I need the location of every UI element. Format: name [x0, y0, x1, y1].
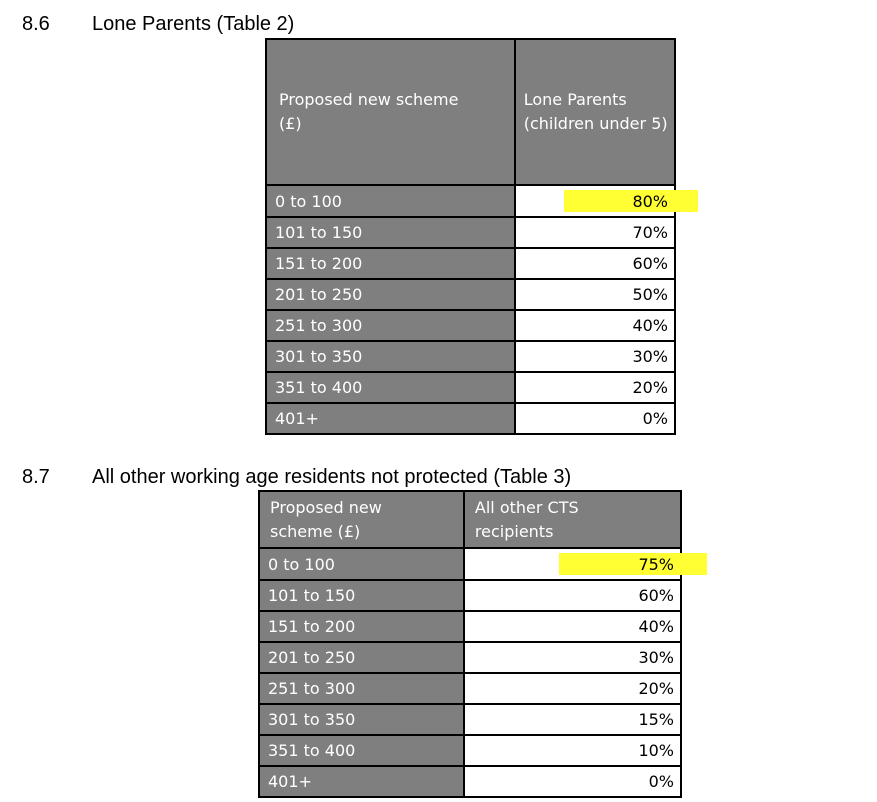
table-row	[259, 548, 681, 580]
table-row	[266, 248, 675, 279]
band-cell: 401+	[259, 766, 464, 797]
band-cell: 0 to 100	[259, 548, 464, 580]
table-row	[266, 341, 675, 372]
section-title: All other working age residents not protected (Table 3)	[92, 466, 572, 488]
band-cell: 251 to 300	[266, 310, 515, 341]
band-cell: 351 to 400	[259, 735, 464, 766]
value-cell	[464, 548, 681, 580]
other-recipients-table	[258, 490, 682, 798]
band-cell: 151 to 200	[266, 248, 515, 279]
value-cell: 60%	[464, 580, 681, 611]
header-other-cts: All other CTS recipients	[464, 491, 681, 548]
band-cell: 351 to 400	[266, 372, 515, 403]
value-cell: 40%	[515, 310, 675, 341]
band-cell: 401+	[266, 403, 515, 434]
section-title: Lone Parents (Table 2)	[92, 13, 295, 35]
value-cell: 30%	[464, 642, 681, 673]
value-cell: 30%	[515, 341, 675, 372]
value-cell: 70%	[515, 217, 675, 248]
value-cell: 50%	[515, 279, 675, 310]
band-cell: 301 to 350	[259, 704, 464, 735]
value-cell: 10%	[464, 735, 681, 766]
value-cell: 60%	[515, 248, 675, 279]
band-cell: 251 to 300	[259, 673, 464, 704]
band-cell: 301 to 350	[266, 341, 515, 372]
band-cell: 101 to 150	[259, 580, 464, 611]
band-cell: 101 to 150	[266, 217, 515, 248]
value-cell: 15%	[464, 704, 681, 735]
highlight-mark	[559, 553, 707, 575]
table-row	[266, 310, 675, 341]
table-row	[259, 704, 681, 735]
table-row	[259, 611, 681, 642]
value-text: 75%	[638, 554, 674, 574]
table-row	[259, 735, 681, 766]
value-cell: 20%	[515, 372, 675, 403]
table-header-row	[266, 39, 675, 185]
band-cell: 201 to 250	[259, 642, 464, 673]
table-row	[266, 403, 675, 434]
table-row	[266, 372, 675, 403]
value-cell: 0%	[464, 766, 681, 797]
section-number: 8.6	[22, 13, 50, 35]
table-row	[259, 580, 681, 611]
table-row	[259, 673, 681, 704]
band-cell: 0 to 100	[266, 185, 515, 217]
value-cell: 20%	[464, 673, 681, 704]
value-cell	[515, 185, 675, 217]
header-lone-parents: Lone Parents (children under 5)	[515, 39, 675, 185]
lone-parents-table	[265, 38, 676, 435]
value-text: 80%	[632, 191, 668, 211]
header-scheme: Proposed new scheme (£)	[259, 491, 464, 548]
value-cell: 40%	[464, 611, 681, 642]
table-header-row	[259, 491, 681, 548]
table-row	[266, 217, 675, 248]
header-scheme: Proposed new scheme (£)	[266, 39, 515, 185]
table-row	[266, 185, 675, 217]
table-row	[266, 279, 675, 310]
band-cell: 201 to 250	[266, 279, 515, 310]
table-row	[259, 642, 681, 673]
value-cell: 0%	[515, 403, 675, 434]
highlight-mark	[564, 190, 698, 212]
band-cell: 151 to 200	[259, 611, 464, 642]
table-row	[259, 766, 681, 797]
section-number: 8.7	[22, 466, 50, 488]
